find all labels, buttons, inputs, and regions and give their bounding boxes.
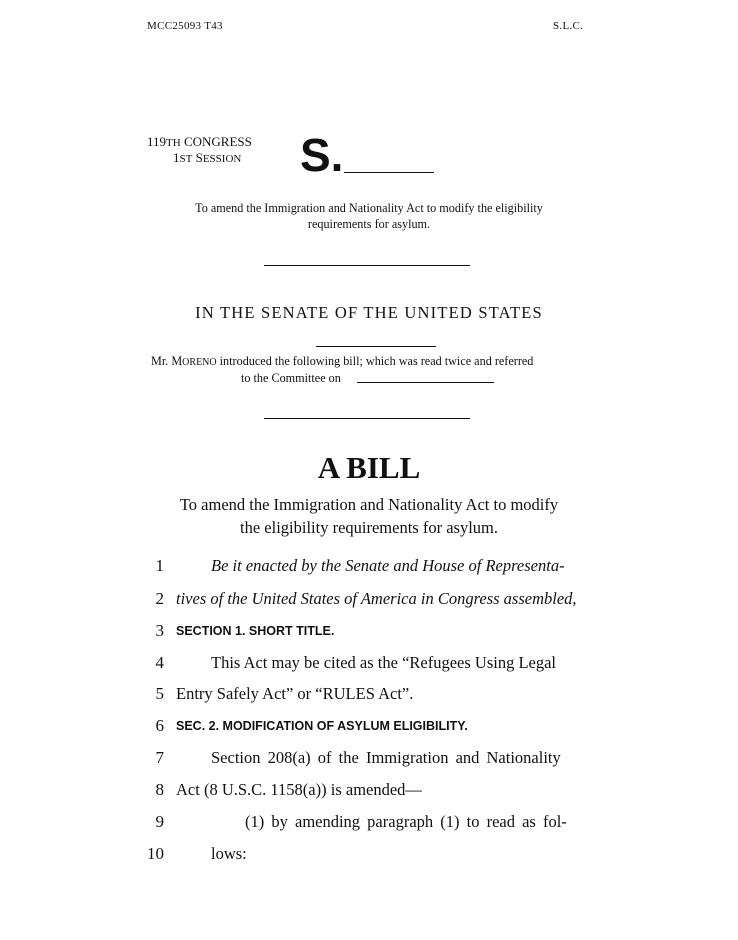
summary-line-1: To amend the Immigration and Nationality Act to modify the eligibility: [195, 201, 543, 215]
congress-number: 119: [147, 134, 167, 149]
line-number: 1: [155, 556, 164, 575]
body-line: This Act may be cited as the “Refugees Using Legal: [211, 653, 557, 672]
intro-line-1: [151, 354, 533, 369]
body-line: Act (8 U.S.C. 1158(a)) is amended—: [176, 780, 422, 799]
line-number: 5: [155, 684, 164, 703]
line-number: 6: [155, 716, 164, 735]
long-title-line-2: the eligibility requirements for asylum.: [240, 518, 498, 537]
sponsor-name: MORENO: [171, 354, 217, 368]
bill-prefix: S.: [300, 129, 344, 181]
congress-label: [147, 134, 252, 150]
summary-line-2: requirements for asylum.: [307, 217, 431, 231]
line-number: 2: [155, 589, 164, 608]
body-line: lows:: [211, 844, 247, 863]
body-line: Be it enacted by the Senate and House of Representa-: [211, 556, 565, 575]
session-word: ESSION: [202, 153, 242, 165]
line-number: 10: [147, 844, 164, 863]
divider-3: [264, 418, 470, 419]
session-number-suffix: ST: [179, 153, 193, 165]
body-line: tives of the United States of America in Congress assembled,: [176, 589, 577, 608]
committee-label: to the Committee on: [241, 371, 341, 385]
congress-number-suffix: TH: [166, 137, 181, 149]
office-code: S.L.C.: [553, 20, 584, 32]
line-number: 8: [155, 780, 164, 799]
intro-line-2: [241, 371, 341, 386]
committee-blank: [357, 382, 494, 383]
divider-1: [264, 265, 470, 266]
bill-number-blank: [344, 172, 434, 173]
long-title-line-1: To amend the Immigration and Nationality Act to modify: [179, 495, 559, 514]
section-heading: SECTION 1. SHORT TITLE.: [176, 624, 335, 638]
bill-heading: A BILL: [317, 450, 421, 485]
intro-mr: Mr.: [151, 354, 169, 368]
intro-text: introduced the following bill; which was read twice and referred: [219, 354, 534, 368]
body-line: Entry Safely Act” or “RULES Act”.: [176, 684, 414, 703]
line-number: 9: [155, 812, 164, 831]
chamber-heading: IN THE SENATE OF THE UNITED STATES: [195, 303, 543, 322]
line-number: 3: [155, 621, 164, 640]
session-number: 1: [173, 150, 180, 165]
congress-word: CONGRESS: [183, 134, 252, 149]
body-line: Section 208(a) of the Immigration and Nationality: [211, 748, 561, 767]
line-number: 7: [155, 748, 164, 767]
body-line: (1) by amending paragraph (1) to read as fol-: [245, 812, 567, 831]
line-number: 4: [155, 653, 164, 672]
session-label: 1ST SESSION: [173, 150, 242, 165]
document-id: MCC25093 T43: [147, 20, 223, 32]
section-heading: SEC. 2. MODIFICATION OF ASYLUM ELIGIBILITY.: [176, 719, 468, 733]
divider-2: [316, 346, 436, 347]
